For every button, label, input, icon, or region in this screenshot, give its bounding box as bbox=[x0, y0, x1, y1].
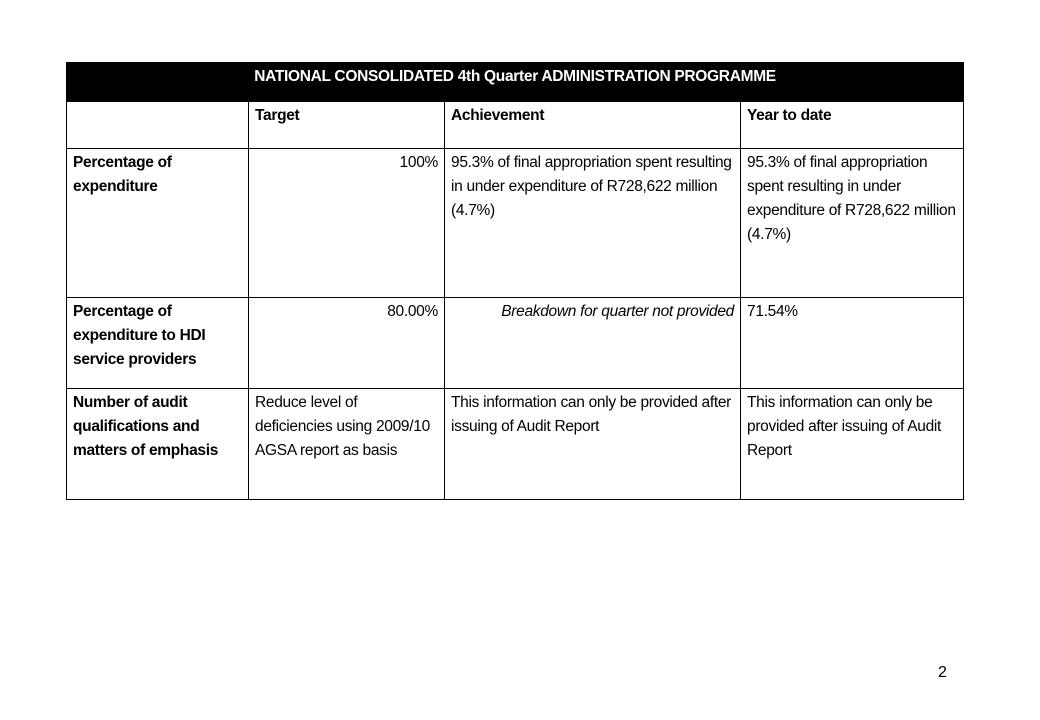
year-to-date-cell: 95.3% of final appropriation spent resulting in under expenditure of R728,622 million (4.7%) bbox=[741, 149, 964, 298]
achievement-cell: Breakdown for quarter not provided bbox=[445, 298, 741, 389]
table-title-row bbox=[67, 63, 964, 102]
row-label: Number of audit qualifications and matters of emphasis bbox=[67, 389, 249, 500]
year-to-date-cell: 71.54% bbox=[741, 298, 964, 389]
header-target: Target bbox=[249, 102, 445, 149]
page-number: 2 bbox=[938, 664, 947, 681]
table-title: NATIONAL CONSOLIDATED 4th Quarter ADMINISTRATION PROGRAMME bbox=[67, 63, 964, 102]
administration-programme-table bbox=[66, 62, 964, 500]
year-to-date-cell: This information can only be provided after issuing of Audit Report bbox=[741, 389, 964, 500]
achievement-cell: 95.3% of final appropriation spent resulting in under expenditure of R728,622 million (4.7%) bbox=[445, 149, 741, 298]
target-cell: 80.00% bbox=[249, 298, 445, 389]
row-label: Percentage of expenditure to HDI service providers bbox=[67, 298, 249, 389]
achievement-cell: This information can only be provided after issuing of Audit Report bbox=[445, 389, 741, 500]
header-empty bbox=[67, 102, 249, 149]
header-achievement: Achievement bbox=[445, 102, 741, 149]
table-row bbox=[67, 298, 964, 389]
table-row bbox=[67, 149, 964, 298]
target-cell: Reduce level of deficiencies using 2009/10 AGSA report as basis bbox=[249, 389, 445, 500]
header-year-to-date: Year to date bbox=[741, 102, 964, 149]
row-label: Percentage of expenditure bbox=[67, 149, 249, 298]
target-cell: 100% bbox=[249, 149, 445, 298]
table-row bbox=[67, 389, 964, 500]
table-header-row bbox=[67, 102, 964, 149]
